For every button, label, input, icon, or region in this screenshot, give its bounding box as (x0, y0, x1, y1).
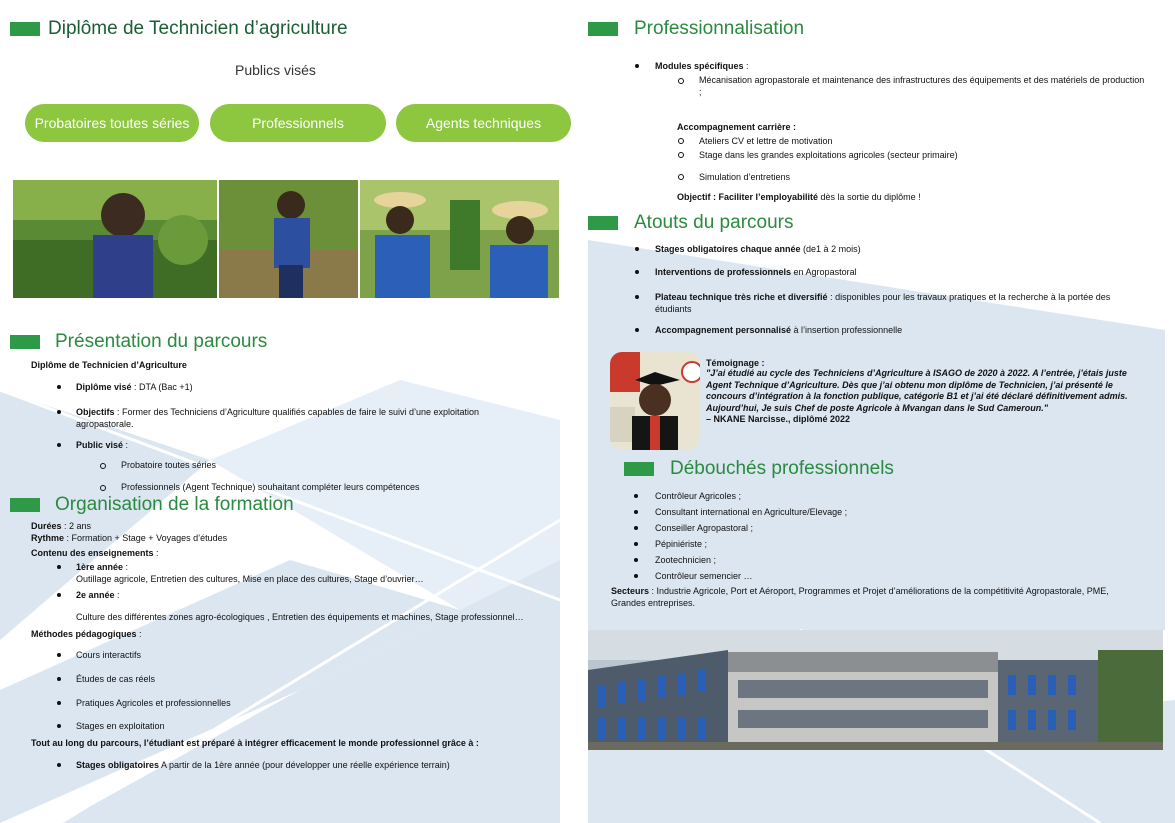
atouts-bar-marker (588, 216, 618, 230)
presentation-subtitle: Diplôme de Technicien d’Agriculture (31, 360, 187, 370)
accomp-item: Ateliers CV et lettre de motivation (699, 136, 833, 146)
methode-item: Pratiques Agricoles et professionnelles (76, 698, 231, 708)
public-line: Public visé : (76, 440, 129, 450)
bullet (635, 270, 639, 274)
module-item: Mécanisation agropastorale et maintenance des infrastructures des équipements et des matériels de production ; (699, 75, 1145, 97)
debouche-item: Pépiniériste ; (655, 539, 708, 549)
debouche-item: Contrôleur semencier … (655, 571, 753, 581)
debouches-heading: Débouchés professionnels (670, 458, 894, 479)
bullet (57, 763, 61, 767)
debouche-item: Zootechnicien ; (655, 555, 717, 565)
tout-au-long-line: Tout au long du parcours, l’étudiant est préparé à intégrer efficacement le monde professionnel grâce à : (31, 738, 479, 748)
title-bar-marker (10, 22, 40, 36)
sub-bullet (678, 152, 684, 158)
methode-item: Études de cas réels (76, 674, 156, 684)
atout-item: Plateau technique très riche et diversifié : disponibles pour les travaux pratiques et la recherche à la portée des étudiants (655, 292, 1111, 314)
bullet (635, 64, 639, 68)
presentation-heading: Présentation du parcours (55, 331, 268, 352)
graduate-portrait (610, 352, 700, 450)
modules-line: Modules spécifiques : (655, 61, 749, 71)
publics-title: Publics visés (235, 62, 316, 78)
pill-agents-techniques: Agents techniques (396, 104, 571, 142)
page-title: Diplôme de Technicien d’agriculture (48, 18, 348, 39)
temoignage-quote: "J’ai étudié au cycle des Techniciens d’Agriculture à ISAGO de 2020 à 2022. A l’entrée, j’étais juste Agent Technique d’Agriculture. Dès que j’ai obtenu mon diplôme de Technicien, j’ai présenté le concours d’intégration à la fonction publique, catégorie B1 et j’ai été déclaré définitivement admis. Aujourd’hui, Je suis Chef de poste Agricole à Mvangan dans le Sud Cameroun." (706, 368, 1128, 413)
secteurs-line: Secteurs : Industrie Agricole, Port et Aéroport, Programmes et Projet d’améliorations de la compétitivité Agropastorale, PME, Grandes entreprises. (611, 586, 1109, 608)
bullet (57, 443, 61, 447)
public-item: Professionnels (Agent Technique) souhaitant compléter leurs compétences (121, 482, 420, 492)
campus-building-photo (588, 630, 1163, 750)
atout-item: Stages obligatoires chaque année (de1 à 2 mois) (655, 244, 861, 254)
bullet (634, 574, 638, 578)
debouches-bar-marker (624, 462, 654, 476)
accomp-item: Simulation d’entretiens (699, 172, 791, 182)
bullet (57, 653, 61, 657)
bullet (634, 526, 638, 530)
bullet (634, 510, 638, 514)
accomp-item: Stage dans les grandes exploitations agricoles (secteur primaire) (699, 150, 958, 160)
methodes-line: Méthodes pédagogiques : (31, 629, 142, 639)
sub-bullet (100, 485, 106, 491)
sub-bullet (100, 463, 106, 469)
annee2-label: 2e année : (76, 590, 120, 600)
pill-professionnels: Professionnels (210, 104, 386, 142)
objectif-line: Objectif : Faciliter l’employabilité dès la sortie du diplôme ! (677, 192, 921, 202)
methode-item: Cours interactifs (76, 650, 142, 660)
atout-item: Interventions de professionnels en Agropastoral (655, 267, 857, 277)
atouts-heading: Atouts du parcours (634, 212, 794, 233)
presentation-bar-marker (10, 335, 40, 349)
atout-item: Accompagnement personnalisé à l’insertion professionnelle (655, 325, 903, 335)
sub-bullet (678, 174, 684, 180)
methode-item: Stages en exploitation (76, 721, 165, 731)
annee1-label: 1ère année : (76, 562, 129, 572)
annee2-text: Culture des différentes zones agro-écologiques , Entretien des équipements et machines, Stage professionnel… (76, 612, 524, 622)
professionnalisation-bar-marker (588, 22, 618, 36)
stages-line: Stages obligatoires A partir de la 1ère année (pour développer une réelle expérience terrain) (76, 760, 450, 770)
bullet (57, 385, 61, 389)
objectifs-line: Objectifs : Former des Techniciens d’Agriculture qualifiés capables de faire le suivi d’une exploitation agropastorale. (76, 407, 480, 429)
bullet (57, 593, 61, 597)
students-photo-3 (360, 180, 559, 298)
bullet (635, 247, 639, 251)
sub-bullet (678, 138, 684, 144)
bullet (57, 677, 61, 681)
bullet (57, 410, 61, 414)
rythme-line: Rythme : Formation + Stage + Voyages d’études (31, 533, 228, 543)
professionnalisation-heading: Professionnalisation (634, 18, 805, 39)
pill-probatoires: Probatoires toutes séries (25, 104, 199, 142)
sub-bullet (678, 78, 684, 84)
students-photo-1 (13, 180, 217, 298)
students-photo-2 (219, 180, 358, 298)
debouche-item: Consultant international en Agriculture/Elevage ; (655, 507, 848, 517)
bullet (635, 295, 639, 299)
debouche-item: Conseiller Agropastoral ; (655, 523, 754, 533)
public-item: Probatoire toutes séries (121, 460, 217, 470)
bullet (635, 328, 639, 332)
bullet (57, 565, 61, 569)
temoignage-label: Témoignage : (706, 358, 765, 368)
diplome-line: Diplôme visé : DTA (Bac +1) (76, 382, 193, 392)
bullet (634, 542, 638, 546)
bullet (634, 494, 638, 498)
debouche-item: Contrôleur Agricoles ; (655, 491, 742, 501)
accomp-label: Accompagnement carrière : (677, 122, 797, 132)
bullet (57, 701, 61, 705)
bullet (57, 724, 61, 728)
organisation-heading: Organisation de la formation (55, 494, 294, 515)
organisation-bar-marker (10, 498, 40, 512)
durees-line: Durées : 2 ans (31, 521, 92, 531)
temoignage-author: – NKANE Narcisse., diplômé 2022 (706, 414, 851, 424)
contenu-line: Contenu des enseignements : (31, 548, 159, 558)
bullet (634, 558, 638, 562)
annee1-text: Outillage agricole, Entretien des cultures, Mise en place des cultures, Stage d’ouvrier… (76, 574, 424, 584)
